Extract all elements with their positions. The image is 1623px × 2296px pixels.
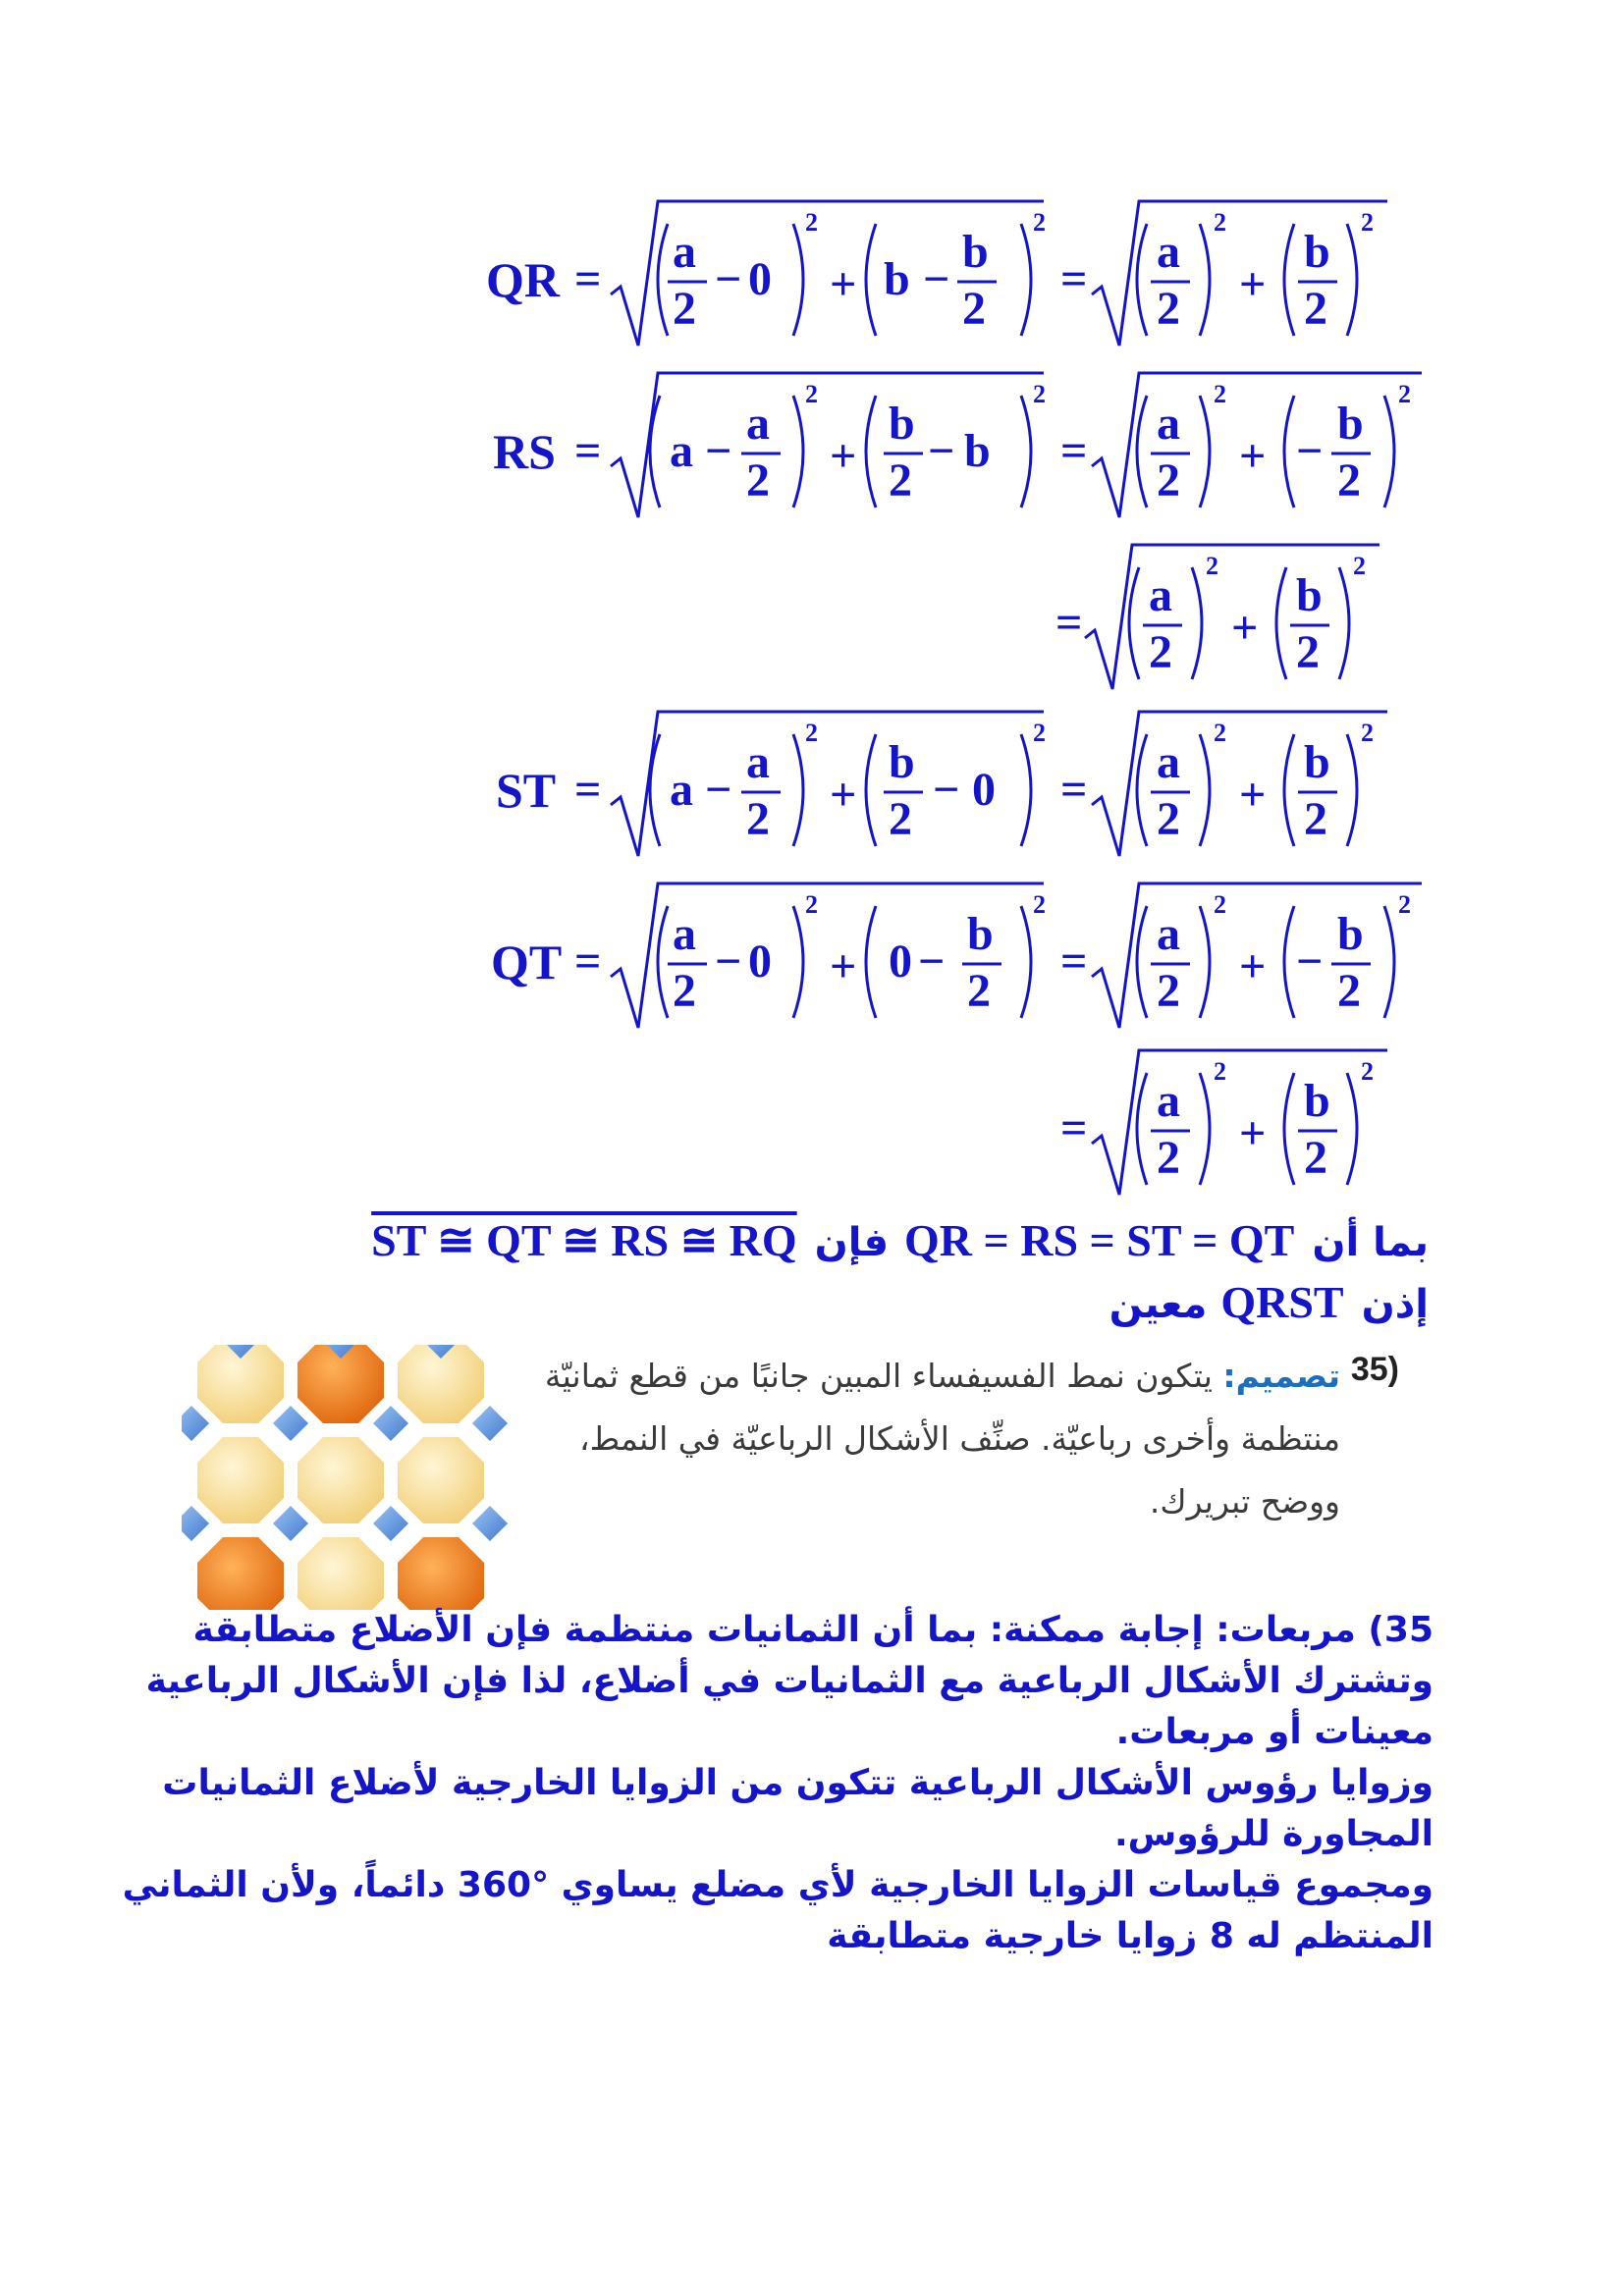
octagon [197,1537,284,1610]
octagon [398,1537,484,1610]
svg-text:−: − [705,764,732,816]
question-line-3: ووضح تبريرك. [1149,1482,1340,1521]
svg-text:+: + [1239,430,1267,482]
square-tile [373,1506,408,1541]
svg-text:2: 2 [967,965,991,1017]
answer-line-7: المنتظم له 8 زوايا خارجية متطابقة [827,1916,1434,1956]
qr-label: QR [486,252,560,307]
svg-text:=: = [1055,597,1083,649]
svg-text:2: 2 [805,208,818,237]
st-label: ST [496,763,557,818]
svg-text:2: 2 [1157,965,1180,1017]
answer-line-4: وزوايا رؤوس الأشكال الرباعية تتكون من الزوايا الخارجية لأضلاع الثمانيات [162,1763,1434,1803]
svg-text:2: 2 [1214,1057,1226,1086]
conclusion-congruent-segments: ST ≅ QT ≅ RS ≅ RQ [371,1215,797,1265]
svg-text:=: = [1060,1102,1088,1154]
svg-text:+: + [1239,940,1267,992]
svg-text:2: 2 [1361,208,1374,237]
svg-text:a: a [1157,908,1180,960]
svg-text:2: 2 [673,283,696,335]
equation-rs-cont [1055,545,1380,689]
svg-text:−: − [1296,425,1324,477]
svg-text:b: b [1304,1075,1330,1127]
svg-text:2: 2 [1361,719,1374,747]
svg-text:a: a [1157,1075,1180,1127]
svg-text:−: − [928,425,955,477]
conclusion-rhombus: معين [1109,1282,1208,1327]
square-tile [373,1406,408,1441]
conclusion-line-2 [884,1276,1429,1345]
svg-text:=: = [574,764,602,816]
svg-text:2: 2 [1149,626,1172,678]
svg-text:=: = [574,253,602,305]
svg-text:b: b [1296,569,1323,621]
svg-text:+: + [1239,1107,1267,1159]
svg-text:a: a [1157,226,1180,278]
svg-text:b: b [967,908,994,960]
svg-text:a: a [746,736,770,788]
conclusion-then: فإن [814,1220,890,1265]
svg-text:2: 2 [746,793,770,845]
svg-text:+: + [830,430,857,482]
svg-text:=: = [1060,764,1088,816]
answer-line-1: 35) مربعات: إجابة ممكنة: بما أن الثمانيات منتظمة فإن الأضلاع متطابقة [192,1610,1434,1650]
svg-text:−: − [715,935,742,988]
svg-text:2: 2 [805,890,818,919]
mosaic-image [182,1345,520,1610]
octagon-grid [197,1345,484,1610]
svg-text:2: 2 [1337,454,1361,507]
svg-text:2: 2 [1033,208,1046,237]
conclusion-since: بما أن [1312,1220,1429,1265]
equation-qt [491,883,1422,1028]
svg-text:2: 2 [1033,890,1046,919]
svg-text:b: b [1304,226,1330,278]
svg-text:0: 0 [748,935,772,988]
question-label: تصميم: [1222,1357,1340,1395]
octagon [197,1437,284,1523]
equation-rs [493,373,1422,517]
question-35 [535,1345,1399,1561]
svg-text:a: a [670,425,693,477]
svg-text:a: a [673,908,696,960]
square-tile [273,1406,308,1441]
svg-text:2: 2 [1033,380,1046,408]
svg-text:2: 2 [1214,890,1226,919]
square-tile [472,1406,508,1441]
svg-text:2: 2 [1398,380,1411,408]
svg-text:2: 2 [889,793,912,845]
svg-text:2: 2 [1296,626,1320,678]
svg-text:2: 2 [1157,1132,1180,1184]
svg-text:b: b [884,253,910,305]
svg-text:0: 0 [972,764,996,816]
svg-text:−: − [918,935,946,988]
rs-label: RS [493,424,556,479]
svg-text:b: b [889,398,915,450]
svg-text:2: 2 [1304,1132,1327,1184]
conclusion-equal-lengths: QR = RS = ST = QT [904,1215,1295,1265]
svg-text:=: = [1060,253,1088,305]
svg-text:=: = [574,425,602,477]
svg-text:0: 0 [748,253,772,305]
square-tile [273,1506,308,1541]
svg-text:2: 2 [1304,283,1327,335]
svg-text:2: 2 [1214,719,1226,747]
conclusion-line-1 [339,1213,1429,1282]
svg-text:2: 2 [1398,890,1411,919]
answer-block [122,1605,1434,1998]
svg-text:2: 2 [1157,793,1180,845]
svg-text:2: 2 [1214,208,1226,237]
svg-text:a: a [673,226,696,278]
svg-text:−: − [705,425,732,477]
answer-line-5: المجاورة للرؤوس. [1113,1814,1434,1854]
svg-text:a: a [1149,569,1172,621]
svg-text:=: = [1060,935,1088,988]
octagon [298,1437,384,1523]
equation-st [496,712,1387,856]
octagon [298,1537,384,1610]
svg-text:2: 2 [1337,965,1361,1017]
svg-text:+: + [830,940,857,992]
answer-line-2: وتشترك الأشكال الرباعية مع الثمانيات في أضلاع، لذا فإن الأشكال الرباعية [145,1661,1434,1701]
svg-text:+: + [1239,258,1267,310]
square-tile [182,1406,209,1441]
svg-text:b: b [1337,398,1364,450]
svg-text:+: + [1231,602,1259,654]
equation-qr [486,201,1387,346]
svg-text:2: 2 [1214,380,1226,408]
svg-text:b: b [964,425,991,477]
svg-text:a: a [670,764,693,816]
svg-text:2: 2 [1353,552,1366,580]
svg-text:a: a [746,398,770,450]
square-tile [472,1506,508,1541]
svg-text:2: 2 [805,380,818,408]
svg-text:=: = [574,935,602,988]
svg-text:=: = [1060,425,1088,477]
square-tile [182,1506,209,1541]
svg-text:−: − [715,253,742,305]
qt-label: QT [491,934,563,989]
svg-text:b: b [889,736,915,788]
svg-text:2: 2 [1157,454,1180,507]
svg-text:+: + [1239,769,1267,821]
svg-text:2: 2 [746,454,770,507]
svg-text:+: + [830,258,857,310]
svg-text:−: − [1296,935,1324,988]
svg-text:2: 2 [1157,283,1180,335]
svg-text:2: 2 [1361,1057,1374,1086]
answer-line-3: معينات أو مربعات. [1115,1712,1434,1752]
svg-text:2: 2 [805,719,818,747]
svg-text:2: 2 [962,283,986,335]
svg-text:2: 2 [889,454,912,507]
svg-text:−: − [933,764,960,816]
svg-text:2: 2 [1206,552,1218,580]
svg-text:−: − [923,253,950,305]
svg-text:b: b [962,226,989,278]
conclusion-therefore: إذن [1361,1282,1429,1327]
svg-text:a: a [1157,736,1180,788]
svg-text:2: 2 [1033,719,1046,747]
question-line-2: منتظمة وأخرى رباعيّة. صنِّف الأشكال الرباعيّة في النمط، [579,1419,1340,1458]
conclusion-shape-name: QRST [1220,1277,1344,1327]
svg-text:0: 0 [889,935,912,988]
svg-text:b: b [1304,736,1330,788]
answer-line-6: ومجموع قياسات الزوايا الخارجية لأي مضلع يساوي °360 دائماً، ولأن الثماني [122,1865,1434,1905]
equation-qt-cont [1060,1050,1387,1195]
octagon [398,1437,484,1523]
question-number: 35) [1350,1351,1399,1388]
question-line-1: تصميم: يتكون نمط الفسيفساء المبين جانبًا من قطع ثمانيّة [544,1357,1340,1395]
svg-text:2: 2 [673,965,696,1017]
svg-text:a: a [1157,398,1180,450]
svg-text:+: + [830,769,857,821]
svg-text:2: 2 [1304,793,1327,845]
svg-text:b: b [1337,908,1364,960]
